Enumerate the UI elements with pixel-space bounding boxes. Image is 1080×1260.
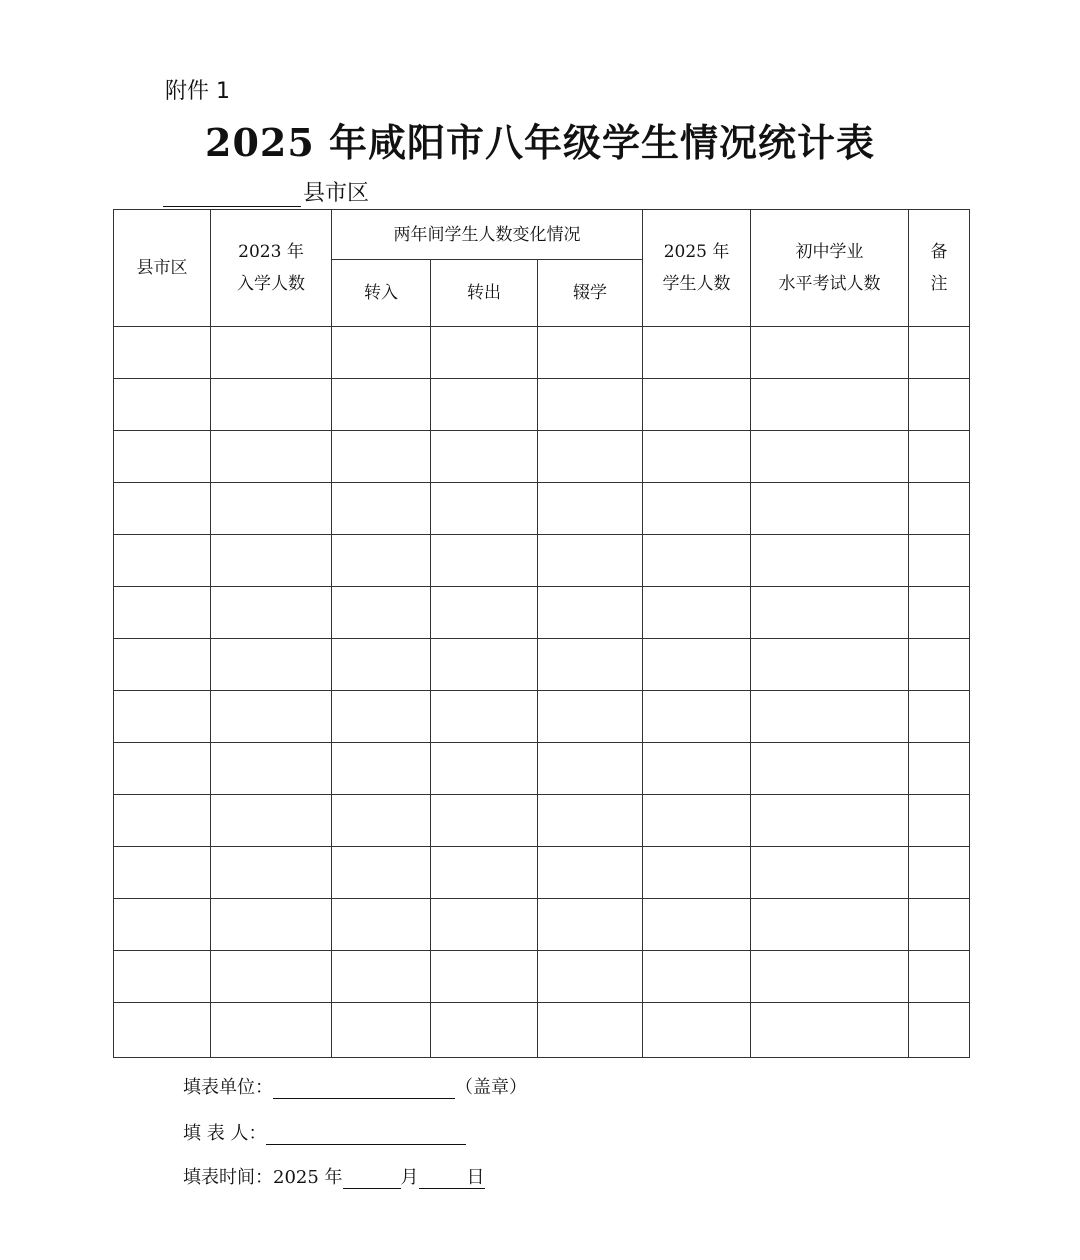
table-cell[interactable]: [538, 795, 643, 847]
table-cell[interactable]: [211, 535, 332, 587]
table-cell[interactable]: [643, 639, 751, 691]
person-label: 填 表 人：: [183, 1123, 267, 1144]
table-cell[interactable]: [643, 587, 751, 639]
table-cell[interactable]: [643, 535, 751, 587]
table-cell[interactable]: [643, 379, 751, 431]
table-cell[interactable]: [643, 483, 751, 535]
unit-blank-field[interactable]: [273, 1078, 455, 1099]
header-transfer-out: 转出: [431, 260, 538, 327]
table-cell[interactable]: [211, 951, 332, 1003]
table-row: [114, 743, 970, 795]
table-cell[interactable]: [114, 1003, 211, 1058]
stats-table: [113, 209, 970, 1058]
table-cell[interactable]: [431, 535, 538, 587]
table-cell[interactable]: [332, 691, 431, 743]
table-row: [114, 431, 970, 483]
table-cell[interactable]: [538, 431, 643, 483]
table-cell[interactable]: [643, 327, 751, 379]
table-cell[interactable]: [909, 743, 970, 795]
table-cell[interactable]: [114, 743, 211, 795]
table-cell[interactable]: [211, 795, 332, 847]
table-row: [114, 899, 970, 951]
table-cell[interactable]: [211, 691, 332, 743]
table-cell[interactable]: [909, 795, 970, 847]
table-cell[interactable]: [431, 1003, 538, 1058]
table-cell[interactable]: [431, 795, 538, 847]
person-blank-field[interactable]: [266, 1124, 466, 1145]
header-remarks: 备 注: [909, 210, 970, 327]
table-cell[interactable]: [751, 379, 909, 431]
table-cell[interactable]: [751, 795, 909, 847]
table-cell[interactable]: [538, 327, 643, 379]
day-blank-field[interactable]: [419, 1168, 467, 1189]
table-row: [114, 535, 970, 587]
table-cell[interactable]: [538, 639, 643, 691]
table-body: [114, 327, 970, 1058]
table-cell[interactable]: [909, 379, 970, 431]
table-cell[interactable]: [114, 899, 211, 951]
table-cell[interactable]: [909, 535, 970, 587]
footer-unit-line: [183, 1073, 527, 1099]
attachment-label: 附件 1: [165, 79, 230, 104]
year-text: 2025 年: [273, 1167, 343, 1188]
header-students-2025: 2025 年 学生人数: [643, 210, 751, 327]
table-cell[interactable]: [751, 639, 909, 691]
table-cell[interactable]: [909, 691, 970, 743]
footer-person-line: [183, 1119, 466, 1145]
table-cell[interactable]: [211, 587, 332, 639]
table-cell[interactable]: [332, 379, 431, 431]
table-cell[interactable]: [431, 691, 538, 743]
table-cell[interactable]: [751, 327, 909, 379]
table-cell[interactable]: [538, 951, 643, 1003]
table-cell[interactable]: [211, 327, 332, 379]
table-cell[interactable]: [211, 639, 332, 691]
table-cell[interactable]: [538, 483, 643, 535]
table-cell[interactable]: [431, 639, 538, 691]
table-cell[interactable]: [431, 951, 538, 1003]
county-line: [163, 176, 369, 207]
table-cell[interactable]: [332, 587, 431, 639]
header-county: 县市区: [114, 210, 211, 327]
header-transfer-in: 转入: [332, 260, 431, 327]
table-cell[interactable]: [431, 847, 538, 899]
table-cell[interactable]: [332, 327, 431, 379]
table-cell[interactable]: [332, 1003, 431, 1058]
table-cell[interactable]: [538, 899, 643, 951]
table-cell[interactable]: [538, 691, 643, 743]
table-cell[interactable]: [538, 535, 643, 587]
table-cell[interactable]: [211, 431, 332, 483]
table-cell[interactable]: [909, 483, 970, 535]
table-cell[interactable]: [332, 899, 431, 951]
table-row: [114, 379, 970, 431]
table-cell[interactable]: [751, 899, 909, 951]
table-cell[interactable]: [538, 847, 643, 899]
table-cell[interactable]: [538, 1003, 643, 1058]
header-dropout: 辍学: [538, 260, 643, 327]
table-cell[interactable]: [909, 327, 970, 379]
table-cell[interactable]: [114, 431, 211, 483]
month-blank-field[interactable]: [343, 1168, 401, 1189]
table-cell[interactable]: [751, 587, 909, 639]
page-title: 2025 年咸阳市八年级学生情况统计表: [205, 120, 875, 165]
table-cell[interactable]: [431, 587, 538, 639]
table-row: [114, 587, 970, 639]
table-cell[interactable]: [332, 535, 431, 587]
header-exam-count: 初中学业 水平考试人数: [751, 210, 909, 327]
table-cell[interactable]: [332, 639, 431, 691]
table-cell[interactable]: [211, 1003, 332, 1058]
table-cell[interactable]: [431, 743, 538, 795]
table-row: [114, 327, 970, 379]
table-row: [114, 795, 970, 847]
table-cell[interactable]: [643, 951, 751, 1003]
table-cell[interactable]: [211, 847, 332, 899]
table-cell[interactable]: [211, 743, 332, 795]
table-cell[interactable]: [643, 795, 751, 847]
table-cell[interactable]: [114, 951, 211, 1003]
table-cell[interactable]: [643, 743, 751, 795]
header-change-group: 两年间学生人数变化情况: [332, 210, 643, 260]
table-cell[interactable]: [538, 587, 643, 639]
table-cell[interactable]: [431, 899, 538, 951]
county-blank-field[interactable]: [163, 182, 301, 207]
time-label: 填表时间：: [183, 1167, 273, 1188]
table-cell[interactable]: [114, 483, 211, 535]
table-cell[interactable]: [751, 743, 909, 795]
table-cell[interactable]: [909, 1003, 970, 1058]
unit-label: 填表单位：: [183, 1077, 273, 1098]
table-cell[interactable]: [909, 951, 970, 1003]
table-cell[interactable]: [114, 587, 211, 639]
table-cell[interactable]: [751, 483, 909, 535]
table-cell[interactable]: [332, 483, 431, 535]
table-cell[interactable]: [751, 431, 909, 483]
county-suffix: 县市区: [303, 181, 370, 206]
table-cell[interactable]: [751, 691, 909, 743]
footer-time-line: [183, 1163, 485, 1189]
table-cell[interactable]: [211, 483, 332, 535]
table-cell[interactable]: [643, 691, 751, 743]
table-cell[interactable]: [114, 379, 211, 431]
table-cell[interactable]: [332, 431, 431, 483]
table-cell[interactable]: [431, 483, 538, 535]
table-cell[interactable]: [332, 951, 431, 1003]
table-cell[interactable]: [114, 535, 211, 587]
table-cell[interactable]: [332, 743, 431, 795]
table-cell[interactable]: [643, 847, 751, 899]
table-cell[interactable]: [643, 431, 751, 483]
table-cell[interactable]: [114, 795, 211, 847]
table-cell[interactable]: [431, 327, 538, 379]
table-row: [114, 483, 970, 535]
table-cell[interactable]: [211, 379, 332, 431]
table-cell[interactable]: [643, 899, 751, 951]
header-enroll-2023: 2023 年 入学人数: [211, 210, 332, 327]
table-cell[interactable]: [909, 431, 970, 483]
table-cell[interactable]: [909, 847, 970, 899]
table-cell[interactable]: [332, 847, 431, 899]
table-cell[interactable]: [114, 327, 211, 379]
table-row: [114, 847, 970, 899]
table-cell[interactable]: [332, 795, 431, 847]
table-cell[interactable]: [751, 1003, 909, 1058]
table-cell[interactable]: [751, 847, 909, 899]
table-cell[interactable]: [114, 639, 211, 691]
table-cell[interactable]: [643, 1003, 751, 1058]
table-cell[interactable]: [538, 743, 643, 795]
table-row: [114, 691, 970, 743]
table-row: [114, 951, 970, 1003]
table-cell[interactable]: [211, 899, 332, 951]
table-cell[interactable]: [431, 431, 538, 483]
table-cell[interactable]: [431, 379, 538, 431]
seal-note: （盖章）: [455, 1077, 527, 1098]
table-cell[interactable]: [909, 587, 970, 639]
table-cell[interactable]: [909, 899, 970, 951]
table-cell[interactable]: [114, 691, 211, 743]
month-text: 月: [400, 1167, 419, 1188]
table-cell[interactable]: [751, 951, 909, 1003]
table-row: [114, 1003, 970, 1058]
table-cell[interactable]: [114, 847, 211, 899]
day-text: 日: [466, 1167, 485, 1188]
table-cell[interactable]: [909, 639, 970, 691]
table-cell[interactable]: [751, 535, 909, 587]
table-row: [114, 639, 970, 691]
table-cell[interactable]: [538, 379, 643, 431]
